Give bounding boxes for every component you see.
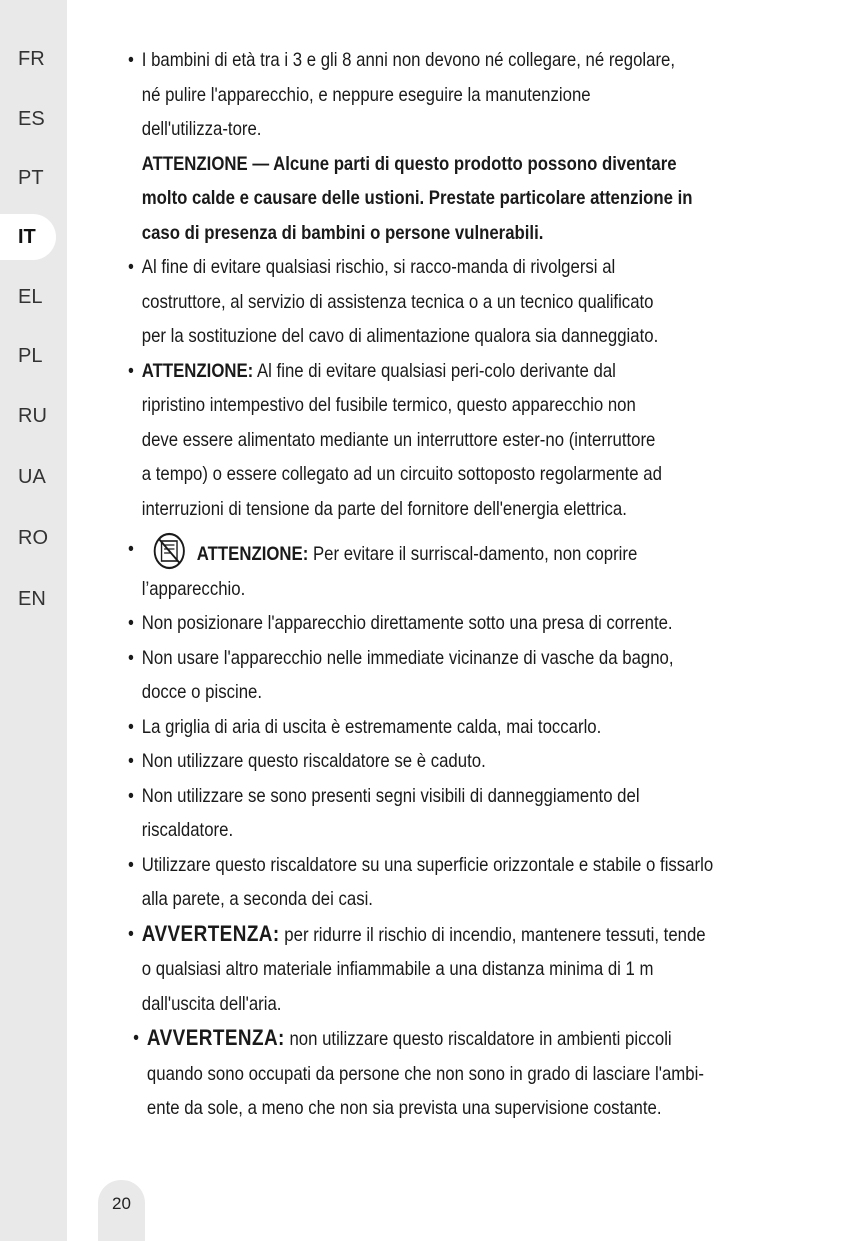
lang-tab-el[interactable]: EL bbox=[18, 286, 43, 308]
warning-line: caso di presenza di bambini o persone vulnerabili. bbox=[141, 221, 544, 244]
text-line: Non usare l'apparecchio nelle immediate vicinanze di vasche da bagno, bbox=[141, 646, 674, 669]
warning-label: AVVERTENZA: bbox=[141, 920, 280, 946]
text-line: Non utilizzare se sono presenti segni visibili di danneggiamento del bbox=[141, 784, 640, 807]
text-line: Utilizzare questo riscaldatore su una superficie orizzontale e stabile o fissarlo bbox=[141, 853, 714, 876]
warning-line: molto calde e causare delle ustioni. Prestate particolare attenzione in bbox=[141, 187, 693, 209]
text-line: né pulire l'apparecchio, e neppure eseguire la manutenzione bbox=[141, 83, 591, 106]
text-line: quando sono occupati da persone che non sono in grado di lasciare l'ambi- bbox=[146, 1062, 704, 1085]
text-line: Non utilizzare questo riscaldatore se è caduto. bbox=[141, 750, 486, 772]
text-line: I bambini di età tra i 3 e gli 8 anni non devono né collegare, né regolare, bbox=[141, 49, 676, 71]
text-line bbox=[142, 917, 840, 953]
bullet: • bbox=[128, 750, 134, 772]
bullet: • bbox=[128, 538, 134, 560]
warning-label: ATTENZIONE: bbox=[196, 543, 309, 565]
lang-tab-pt[interactable]: PT bbox=[18, 167, 44, 189]
text-segment: Al fine di evitare qualsiasi peri-colo derivante dal bbox=[253, 359, 616, 382]
instruction-item-water bbox=[128, 641, 840, 710]
text-line bbox=[147, 1021, 840, 1057]
text-line bbox=[142, 532, 840, 572]
warning-label: AVVERTENZA: bbox=[146, 1025, 285, 1050]
text-line: dall'uscita dell'aria. bbox=[141, 992, 282, 1015]
instruction-item-damage bbox=[128, 779, 840, 848]
text-line: l’apparecchio. bbox=[141, 577, 246, 600]
bullet: • bbox=[128, 256, 134, 278]
instruction-item-do-not-cover bbox=[128, 532, 840, 606]
bullet: • bbox=[128, 49, 134, 71]
bullet: • bbox=[128, 922, 134, 945]
instruction-item-power-cord bbox=[128, 250, 840, 354]
text-line: ripristino intempestivo del fusibile termico, questo apparecchio non bbox=[141, 394, 636, 416]
bullet: • bbox=[128, 612, 134, 634]
instruction-item-surface bbox=[128, 848, 840, 917]
bullet: • bbox=[128, 853, 134, 876]
text-line: riscaldatore. bbox=[141, 819, 234, 841]
bullet: • bbox=[133, 1027, 140, 1049]
instruction-item-hot-grille bbox=[128, 710, 840, 745]
text-line: costruttore, al servizio di assistenza tecnica o a un tecnico qualificato bbox=[141, 290, 654, 313]
text-line: per la sostituzione del cavo di alimentazione qualora sia danneggiato. bbox=[141, 325, 659, 347]
text-line: a tempo) o essere collegato ad un circuito sottoposto regolarmente ad bbox=[141, 463, 662, 485]
text-line: interruzioni di tensione da parte del fornitore dell'energia elettrica. bbox=[141, 497, 627, 520]
instruction-item-socket bbox=[128, 606, 840, 641]
warning-line: ATTENZIONE — Alcune parti di questo prodotto possono diventare bbox=[141, 152, 677, 175]
lang-tab-ua[interactable]: UA bbox=[18, 466, 46, 488]
lang-tab-ru[interactable]: RU bbox=[18, 405, 47, 427]
instruction-item-dropped bbox=[128, 744, 840, 779]
text-line: o qualsiasi altro materiale infiammabile a una distanza minima di 1 m bbox=[141, 958, 654, 980]
text-line bbox=[142, 354, 840, 389]
lang-tab-fr[interactable]: FR bbox=[18, 48, 45, 70]
text-line: La griglia di aria di uscita è estremamente calda, mai toccarlo. bbox=[141, 715, 602, 738]
bullet: • bbox=[128, 715, 134, 738]
text-line: Al fine di evitare qualsiasi rischio, si racco-manda di rivolgersi al bbox=[141, 256, 616, 278]
text-line: Non posizionare l'apparecchio direttamente sotto una presa di corrente. bbox=[141, 612, 673, 634]
safety-instructions bbox=[128, 43, 740, 1126]
text-line: alla parete, a seconda dei casi. bbox=[141, 888, 373, 910]
text-line: dell'utilizza-tore. bbox=[141, 118, 262, 140]
do-not-cover-icon bbox=[150, 532, 188, 570]
page-number: 20 bbox=[98, 1180, 145, 1241]
text-line: docce o piscine. bbox=[141, 681, 263, 703]
instruction-item-children-age bbox=[128, 43, 840, 147]
language-sidebar bbox=[0, 0, 67, 1241]
text-line: deve essere alimentato mediante un interruttore ester-no (interruttore bbox=[141, 428, 656, 451]
lang-tab-es[interactable]: ES bbox=[18, 108, 45, 130]
bullet: • bbox=[128, 359, 134, 382]
text-segment: per ridurre il rischio di incendio, mantenere tessuti, tende bbox=[279, 923, 706, 946]
lang-tab-pl[interactable]: PL bbox=[18, 345, 43, 367]
bullet: • bbox=[128, 646, 134, 669]
instruction-item-fire-risk bbox=[128, 917, 840, 1022]
text-line: ente da sole, a meno che non sia prevista una supervisione costante. bbox=[146, 1097, 662, 1119]
instruction-item-thermal-fuse bbox=[128, 354, 840, 527]
lang-tab-ro[interactable]: RO bbox=[18, 527, 48, 549]
lang-tab-en[interactable]: EN bbox=[18, 588, 46, 610]
text-segment: Per evitare il surriscal-damento, non coprire bbox=[308, 543, 638, 565]
hot-surface-warning bbox=[128, 147, 840, 251]
bullet: • bbox=[128, 784, 134, 807]
text-segment: non utilizzare questo riscaldatore in ambienti piccoli bbox=[284, 1028, 672, 1050]
lang-tab-it[interactable]: IT bbox=[0, 214, 56, 260]
instruction-item-small-rooms bbox=[128, 1021, 840, 1126]
warning-label: ATTENZIONE: bbox=[141, 359, 254, 382]
